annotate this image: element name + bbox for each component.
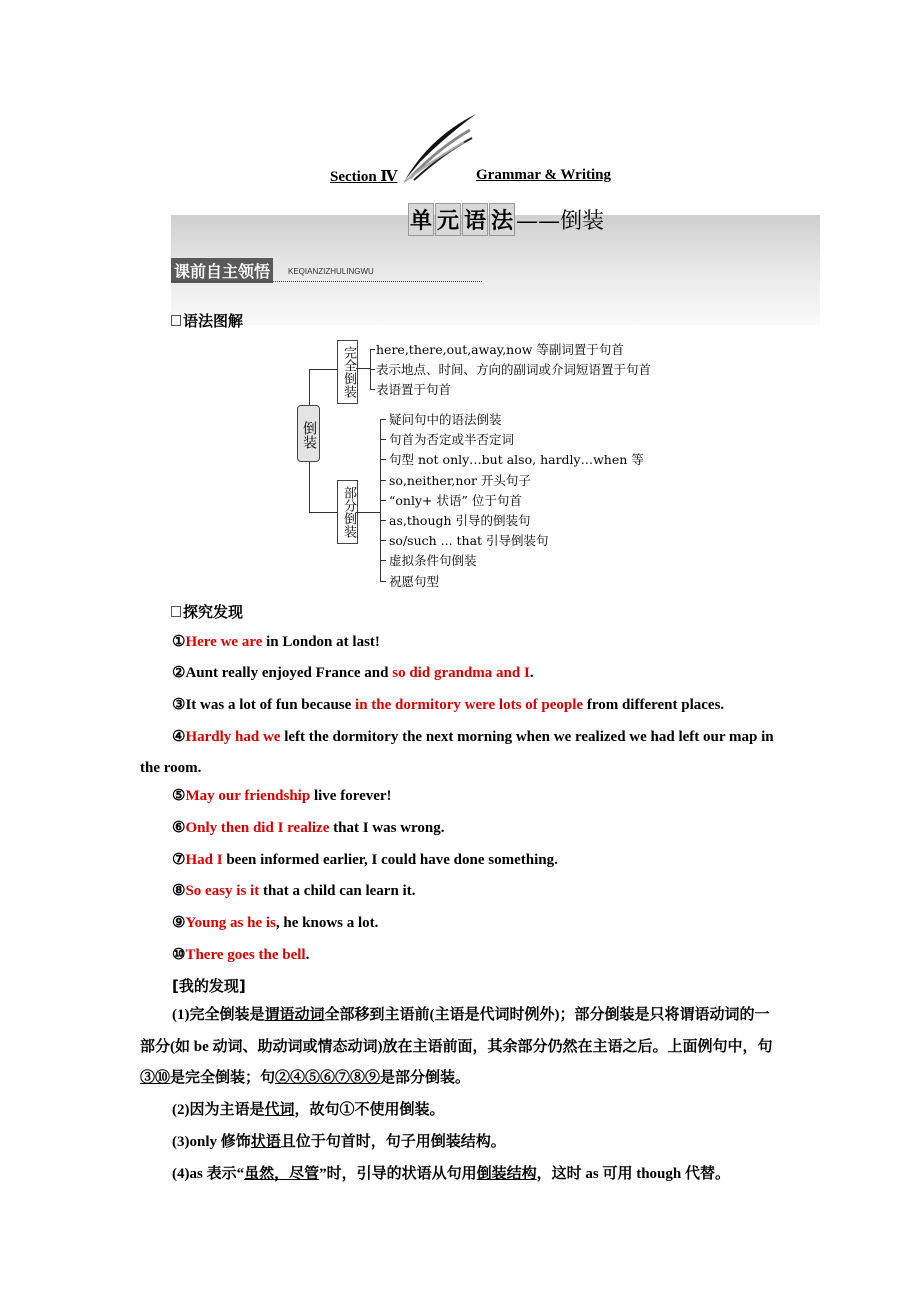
finding-segment: (3)only 修饰 bbox=[172, 1134, 251, 1150]
explore-heading-text: 探究发现 bbox=[183, 603, 244, 621]
diagram-connector bbox=[380, 520, 386, 521]
checkbox-icon bbox=[171, 606, 181, 617]
finding-segment: 谓语动词 bbox=[264, 1007, 325, 1023]
finding-paragraph bbox=[140, 1159, 784, 1191]
example-sentence bbox=[172, 695, 724, 715]
finding-segment: (2)因为主语是 bbox=[172, 1102, 265, 1118]
sentence-segment: so did grandma and I bbox=[392, 665, 530, 681]
diagram-connector bbox=[380, 419, 386, 420]
sentence-segment: that a child can learn it. bbox=[259, 883, 416, 899]
diagram-item: 句首为否定或半否定词 bbox=[389, 432, 515, 448]
example-sentence bbox=[172, 663, 534, 683]
diagram-item: so/such ... that 引导倒装句 bbox=[389, 533, 549, 549]
finding-paragraph bbox=[140, 1000, 784, 1095]
unit-char: 元 bbox=[435, 203, 461, 236]
diagram-connector bbox=[380, 439, 386, 440]
sentence-segment: May our friendship bbox=[185, 788, 311, 804]
finding-segment: 倒装结构 bbox=[476, 1166, 537, 1182]
finding-segment: 是部分倒装。 bbox=[380, 1070, 471, 1086]
sentence-segment: ① bbox=[172, 634, 186, 650]
sentence-segment: that I was wrong. bbox=[329, 820, 445, 836]
dotted-divider bbox=[171, 281, 482, 282]
section-topic: Grammar & Writing bbox=[476, 167, 611, 183]
sentence-segment: Hardly had we bbox=[185, 729, 281, 745]
sentence-segment: , he knows a lot. bbox=[275, 915, 379, 931]
sentence-segment: ⑦ bbox=[172, 852, 186, 868]
banner-pinyin: KEQIANZIZHULINGWU bbox=[288, 267, 374, 276]
checkbox-icon bbox=[171, 315, 181, 326]
finding-segment: 是完全倒装；句 bbox=[170, 1070, 276, 1086]
example-sentence bbox=[172, 786, 392, 806]
finding-segment: ，故句①不使用倒装。 bbox=[294, 1102, 445, 1118]
diagram-item: 祝愿句型 bbox=[389, 573, 440, 589]
sentence-segment: ④ bbox=[172, 729, 186, 745]
diagram-item: 疑问句中的语法倒装 bbox=[389, 412, 502, 427]
finding-segment: 虽然，尽管 bbox=[244, 1166, 320, 1182]
diagram-connector bbox=[380, 581, 386, 582]
diagram-item: 虚拟条件句倒装 bbox=[389, 553, 477, 569]
finding-segment: 全部移到主语前(主语是代词时例外)；部分倒装是只将谓语动词的一部分(如 be 动词、助动词或情态动词)放在主语前面，其余部分仍然在主语之后。上面例句中，句 bbox=[140, 1007, 773, 1055]
example-sentence bbox=[172, 818, 445, 838]
diagram-connector bbox=[380, 560, 386, 561]
sentence-segment: from different places. bbox=[583, 697, 725, 713]
finding-segment: 且位于句首时，句子用倒装结构。 bbox=[280, 1134, 506, 1150]
sentence-segment: in London at last! bbox=[262, 634, 380, 650]
sentence-segment: ⑥ bbox=[172, 820, 186, 836]
diagram-item: here,there,out,away,now 等副词置于句首 bbox=[376, 342, 624, 357]
example-sentence bbox=[172, 945, 309, 965]
sentence-segment: ⑨ bbox=[172, 915, 186, 931]
diagram-connector bbox=[380, 480, 386, 481]
sentence-segment: live forever! bbox=[310, 788, 392, 804]
finding-paragraph bbox=[140, 1127, 784, 1159]
finding-segment: ”时，引导的状语从句用 bbox=[319, 1166, 477, 1182]
diagram-item: 表示地点、时间、方向的副词或介词短语置于句首 bbox=[376, 362, 652, 377]
diagram-item: 句型 not only…but also, hardly…when 等 bbox=[389, 452, 644, 468]
quill-logo-icon bbox=[400, 112, 480, 184]
finding-segment: ②④⑤⑥⑦⑧⑨ bbox=[275, 1070, 381, 1086]
explore-heading bbox=[171, 601, 243, 622]
finding-segment: ③⑩ bbox=[140, 1070, 171, 1086]
diagram-node-partial: 部分倒装 bbox=[337, 480, 358, 544]
sentence-segment: . bbox=[305, 947, 310, 963]
diagram-root: 倒装 bbox=[297, 405, 320, 462]
unit-char: 语 bbox=[462, 203, 488, 236]
sentence-segment: Only then did I realize bbox=[185, 820, 330, 836]
sentence-segment: ②Aunt really enjoyed France and bbox=[172, 665, 393, 681]
diagram-heading-text: 语法图解 bbox=[183, 312, 244, 330]
sentence-segment: Here we are bbox=[185, 634, 263, 650]
diagram-heading bbox=[171, 310, 243, 331]
findings-heading: [我的发现] bbox=[172, 977, 246, 995]
diagram-connector bbox=[370, 349, 375, 350]
sentence-segment: ⑩ bbox=[172, 947, 186, 963]
example-sentence bbox=[140, 722, 784, 784]
sentence-segment: ③It was a lot of fun because bbox=[172, 697, 356, 713]
diagram-connector bbox=[380, 459, 386, 460]
finding-segment: ，这时 as 可用 though 代替。 bbox=[536, 1166, 730, 1182]
unit-title bbox=[408, 203, 604, 236]
diagram-connector bbox=[380, 500, 386, 501]
diagram-item: so,neither,nor 开头句子 bbox=[389, 472, 531, 488]
sentence-segment: ⑧ bbox=[172, 883, 186, 899]
sentence-segment: left the dormitory the next morning when we realized we had left our map in the room. bbox=[140, 729, 774, 776]
section-label: Section Ⅳ bbox=[330, 169, 398, 185]
sentence-segment: . bbox=[529, 665, 534, 681]
finding-segment: 状语 bbox=[250, 1134, 281, 1150]
diagram-item: 表语置于句首 bbox=[376, 382, 452, 397]
diagram-item: as,though 引导的倒装句 bbox=[389, 513, 531, 528]
finding-segment: (4)as 表示“ bbox=[172, 1166, 245, 1182]
diagram-node-full: 完全倒装 bbox=[337, 340, 358, 404]
sentence-segment: So easy is it bbox=[185, 883, 260, 899]
unit-topic: ——倒装 bbox=[516, 209, 605, 234]
sentence-segment: ⑤ bbox=[172, 788, 186, 804]
sentence-segment: in the dormitory were lots of people bbox=[355, 697, 584, 713]
finding-paragraph bbox=[140, 1095, 784, 1127]
finding-segment: (1)完全倒装是 bbox=[172, 1007, 265, 1023]
example-sentence bbox=[172, 632, 380, 652]
example-sentence bbox=[172, 881, 415, 901]
diagram-connector bbox=[380, 540, 386, 541]
sentence-segment: There goes the bell bbox=[185, 947, 306, 963]
unit-char: 法 bbox=[489, 203, 515, 236]
example-sentence bbox=[172, 913, 378, 933]
diagram-connector bbox=[370, 369, 375, 370]
finding-segment: 代词 bbox=[264, 1102, 295, 1118]
sentence-segment: been informed earlier, I could have done something. bbox=[222, 852, 558, 868]
diagram-item: “only+ 状语” 位于句首 bbox=[389, 492, 522, 508]
banner-label: 课前自主领悟 bbox=[171, 258, 273, 283]
diagram-connector bbox=[370, 389, 375, 390]
unit-char: 单 bbox=[408, 203, 434, 236]
sentence-segment: Young as he is bbox=[185, 915, 276, 931]
example-sentence bbox=[172, 850, 558, 870]
sentence-segment: Had I bbox=[185, 852, 223, 868]
